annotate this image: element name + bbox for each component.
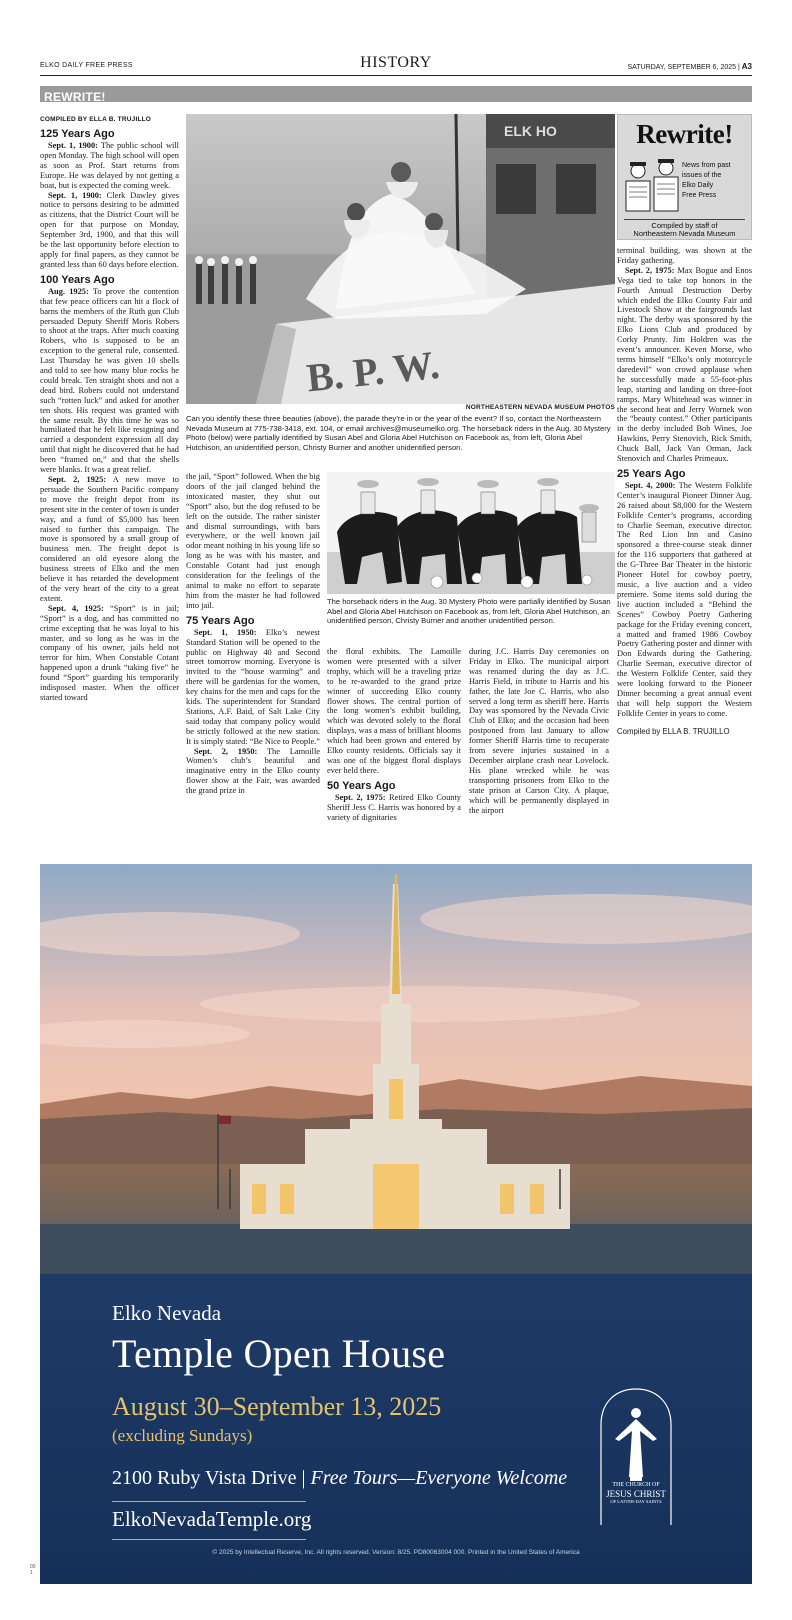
ad-website-link[interactable]: ElkoNevadaTemple.org xyxy=(112,1507,312,1531)
paragraph: Sept. 2, 1975: Max Bogue and Enos Vega tied to take top honors in the Fourth Annual Destruction Derby which ended the Elko County Fair and Livestock Show at the fairgrounds last night. The derby was sponsored by the Elko Lions Club and produced by Corky Prunty. Jim Holdren was the event’s announcer. Keven Morse, who terms himself “Elko’s only motorcycle daredevil” won crowd applause when he successfully made a 55-foot-plus leap, starting and landing on three-foot ramps. Mary Whitehead was winner in the second heat and Jerry Wornek won the “beauty contest.” Other participants in the derby included Bob Wines, Joe Hawkins, Perry Stenovich, Rick Smith, Chuck Ball, Jack Van Orman, Jack Stenovich and Charles Primeaux. xyxy=(617,265,752,464)
promo-line: News from past xyxy=(682,162,731,169)
section-bar xyxy=(40,86,752,102)
church-line: THE CHURCH OF xyxy=(612,1482,660,1488)
photo-caption-1: Can you identify these three beauties (above), the parade they’re in or the year of the event? If so, contact the Northeastern Nevada Museum at 775-738-3418, ext. 104, or email archives@museumelko.org. The horseback riders in the Aug. 30 Mystery Photo (below) were partially identified by Susan Abel and Gloria Abel Hutchison on Facebook as, from left, Gloria Abel Hutchison, an unidentified person, Christy Burner and another unidentified person. xyxy=(186,414,611,453)
paragraph: Aug. 1925: To prove the contention that few peace officers can hit a flock of barns the members of the Ruth gun Club persuaded Deputy Sheriff Moris Robers to shoot at the traps. After much coaxing Robers, who is supposed to be an exception to the general rule, consented. Last Thursday he was given 10 shells and told to see how many blue rocks he could break. Ten straight shots and not a dead bird. Robers could not understand such “rotten luck” and asked for another ten shots. His request was granted with the same result. By this time he was so humiliated that he felt like resigning and carried a despondent expression all day until that night he discovered that he had been “framed on,” and that the shells were blanks. It was a great relief. xyxy=(40,286,179,475)
page-header xyxy=(40,52,752,76)
ad-address: 2100 Ruby Vista Drive xyxy=(112,1467,297,1489)
building-sign: ELK HO xyxy=(504,123,557,139)
ad-city: Elko Nevada xyxy=(112,1301,222,1325)
promo-line: Free Press xyxy=(682,192,717,200)
ad-legal-notice: © 2025 by Intellectual Reserve, Inc. All rights reserved. Version: 8/25. PD80063004 000. Printed in the United States of America xyxy=(212,1549,580,1556)
christus-logo-icon xyxy=(597,1387,675,1527)
article-column-2 xyxy=(186,472,320,854)
float-letters: B. P. W. xyxy=(304,341,442,401)
issue-date: SATURDAY, SEPTEMBER 6, 2025 xyxy=(627,64,737,71)
promo-footer-line: Northeastern Nevada Museum xyxy=(633,229,736,239)
page-number: A3 xyxy=(741,62,752,71)
date-and-page xyxy=(627,62,752,71)
section-title: HISTORY xyxy=(360,54,432,71)
promo-line: issues of the xyxy=(682,172,722,180)
byline: COMPILED BY ELLA B. TRUJILLO xyxy=(40,116,152,123)
ad-title: Temple Open House xyxy=(112,1331,446,1376)
section-bar-label: REWRITE! xyxy=(44,90,106,104)
compiled-by-note: Compiled by ELLA B. TRUJILLO xyxy=(617,726,730,736)
horseback-riders-photo xyxy=(327,472,615,594)
paragraph: Sept. 4, 1925: “Sport” is in jail; “Sport” is a dog, and has committed no crime excepting that he was loyal to his master, and so long as he was in the company of his owner, jails held not terror for him. When Constable Cotant happened upon a drunk “taking five” he found “Sport” guarding his temporarily indisposed master. When the officer started toward xyxy=(40,603,179,702)
temple-photo xyxy=(40,864,752,1284)
ad-date-note: (excluding Sundays) xyxy=(112,1426,253,1445)
promo-subtitle xyxy=(682,161,748,202)
horseback-riders-image xyxy=(327,472,615,594)
promo-footer-line: Compiled by staff of xyxy=(651,221,718,230)
divider xyxy=(112,1501,306,1502)
article-column-3 xyxy=(327,647,461,854)
paragraph: Sept. 4, 2000: The Western Folklife Center’s inaugural Pioneer Dinner Aug. 26 raised about $8,000 for the Western Folklife Center’s programs, according to Charlie Seeman, executive director. The Red Lion Inn and Casino sponsored a three-course steak dinner for the 116 supporters that gathered at the G-Three Bar Theater in the historic Pioneer Hotel for cowboy poetry, music, a live auction and a video premiere. Some items sold during the live auction included a “Behind the Scenes” Cowboy Poetry Gathering package for the Friday evening concert, a matted and framed 1986 Cowboy Poetry Gathering poster and dinner with Don Edwards during the Gathering. Charlie Seeman, executive director of the Western Folklife Center, said they were looking forward to the Pioneer Dinner becoming a great annual event that will help support the Western Folklife Center in years to come. xyxy=(617,480,752,718)
church-line: OF LATTER-DAY SAINTS xyxy=(610,1499,662,1505)
paragraph: Sept. 1, 1900: The public school will open Monday. The high school will open as soon as Prof. Start returns from Europe. He was delayed by not getting a boat, but is expected the coming week. xyxy=(40,141,179,190)
paragraph: Sept. 2, 1950: The Lamoille Women’s club’s beautiful and imaginative entry in the Elko county flower show at the Fair, was awarded the grand prize in xyxy=(186,746,320,796)
ad-tagline: Free Tours—Everyone Welcome xyxy=(310,1467,568,1489)
promo-footer xyxy=(618,222,751,239)
parade-float-image xyxy=(186,114,615,404)
print-code-line: 00 xyxy=(30,1564,36,1570)
paper-name: ELKO DAILY FREE PRESS xyxy=(40,62,133,69)
paragraph: Sept. 1, 1950: Elko’s newest Standard Station will be opened to the public on Highway 40 and Second street tomorrow morning. Everyone is invited to the “house warming” and there will be gardenias for the women, key chains for the men and caps for the kids. The superintendent for Standard Stations, A.F. Baid, of Salt Lake City said today that company policy would be strictly followed at the new station. It is simply stated: “Be Nice to People.” xyxy=(186,627,320,746)
church-wordmark xyxy=(597,1482,675,1504)
article-column-5 xyxy=(617,246,752,854)
divider xyxy=(112,1539,306,1540)
photo-caption-2: The horseback riders in the Aug. 30 Mystery Photo were partially identified by Susan Abel and Gloria Abel Hutchison on Facebook as, from left, Gloria Abel Hutchison, an unidentified person, Christy Burner and another unidentified person. xyxy=(327,597,611,626)
paragraph: the floral exhibits. The Lamoille women were presented with a silver trophy, which will be a traveling prize to be re-awarded to the grand prize winner of succeeding Elko county flower shows. The central portion of the long women’s exhibit building, which was devoted solely to the floral displays, was a mass of brilliant blooms which had been grown and entered by Elko county residents. Officials say it was one of the biggest floral displays ever held there. xyxy=(327,647,461,775)
heading-75-years: 75 Years Ago xyxy=(186,614,255,627)
paragraph: the jail, “Sport” followed. When the big doors of the jail clanged behind the intoxicated master, they shut out “Sport” also, but the dog refused to be left on the outside. The rather sinister and dismal surroundings, with bars everywhere, or the well known jail odor meant nothing in his young life so long as he was with his master, and Constable Cotant had just enough consideration for the feelings of the animal to make no effort to separate him from the master he had followed into jail. xyxy=(186,472,320,610)
heading-125-years: 125 Years Ago xyxy=(40,128,115,140)
ad-separator: | xyxy=(301,1467,306,1489)
paragraph: terminal building, was shown at the Friday gathering. xyxy=(617,246,752,265)
heading-25-years: 25 Years Ago xyxy=(617,467,686,480)
church-line: JESUS CHRIST xyxy=(606,1488,666,1499)
print-code xyxy=(30,1564,36,1576)
promo-divider xyxy=(624,219,745,220)
promo-title: Rewrite! xyxy=(636,119,733,149)
header-separator: | xyxy=(737,64,740,71)
heading-100-years: 100 Years Ago xyxy=(40,273,115,286)
print-code-line: 1 xyxy=(30,1570,33,1576)
photo-credit: NORTHEASTERN NEVADA MUSEUM PHOTOS xyxy=(465,404,615,411)
ad-address-line xyxy=(112,1467,567,1490)
parade-float-photo xyxy=(186,114,615,404)
paragraph: Sept. 2, 1975: Retired Elko County Sheriff Jess C. Harris was honored by a variety of dignitaries xyxy=(327,792,461,822)
temple-open-house-ad xyxy=(40,864,752,1584)
newsboys-illustration-icon xyxy=(624,159,680,217)
paragraph: during J.C. Harris Day ceremonies on Friday in Elko. The municipal airport was renamed during the day as J.C. Harris Field, in tribute to Harris and his father, the late Joe C. Harris, who also served a long term as sheriff here. Harris Day was sponsored by the Nevada Civic Club of Elko; and the occasion had been postponed from last January to allow former Sheriff Harris time to recuperate from severe injuries sustained in a December airplane crash near Lovelock. His plane wrecked while he was transporting prisoners from Elko to the state prison at Carson City. A plaque, which will be permanently displayed in the airport xyxy=(469,647,609,815)
promo-line: Elko Daily xyxy=(682,182,714,190)
heading-50-years: 50 Years Ago xyxy=(327,779,396,792)
paragraph: Sept. 1, 1900: Clerk Dawley gives notice to persons desiring to be admitted as citizens, that the District Court will be open for that purpose on Monday, September 3rd, 1900, and that this will be the last opportunity before election to apply for final papers, as they cannot be granted less than 60 days before election. xyxy=(40,190,179,269)
paragraph: Sept. 2, 1925: A new move to persuade the Southern Pacific company to move the freight depot from its present site in the center of town is under way, and a fund of $5,000 has been raised to further this campaign. The move is sponsored by a small group of business men. The freight depot is considered an old eyesore along the business streets of Elko and the men believe it has retarded the development of the very heart of the city to a great extent. xyxy=(40,475,179,603)
ad-dates: August 30–September 13, 2025 xyxy=(112,1392,442,1421)
article-column-4 xyxy=(469,647,609,854)
article-column-1 xyxy=(40,128,179,853)
rewrite-promo-box xyxy=(617,114,752,240)
